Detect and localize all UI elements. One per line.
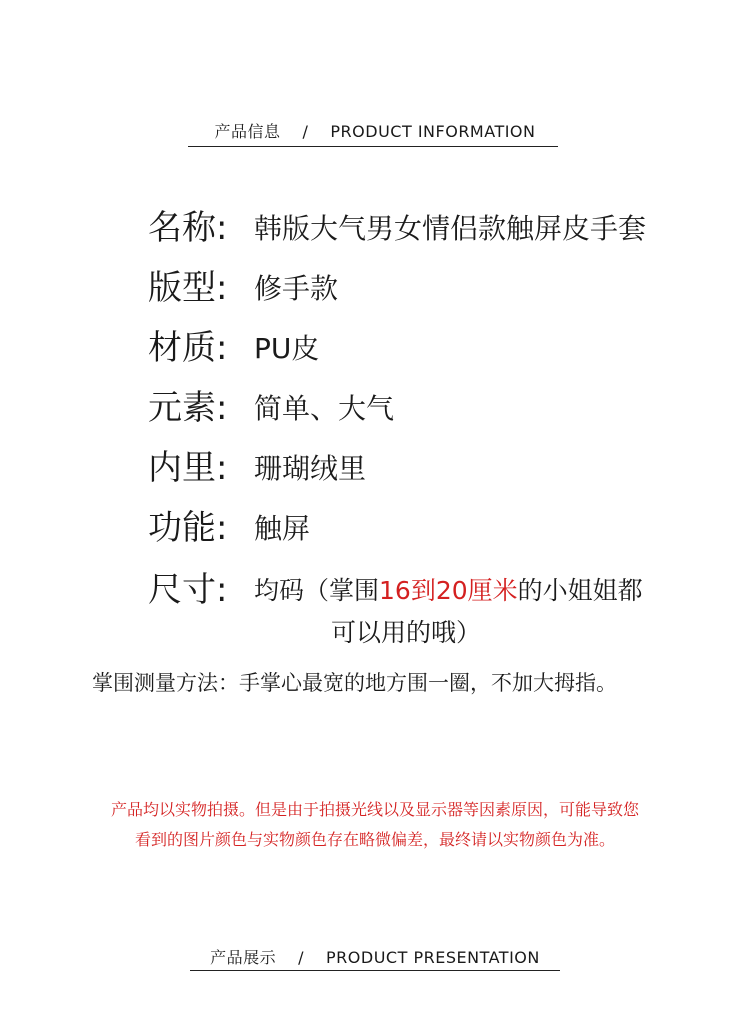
size-value-suffix: 的小姐姐都: [517, 576, 643, 605]
spec-label: 版型:: [148, 268, 228, 308]
product-info-title-en: PRODUCT INFORMATION: [330, 122, 536, 141]
spec-value: 珊瑚绒里: [254, 452, 367, 485]
product-presentation-header: [0, 945, 750, 968]
product-info-title-zh: 产品信息: [214, 122, 281, 141]
size-value-prefix: 均码（掌围: [254, 576, 380, 605]
size-value-line1: [254, 574, 643, 608]
product-presentation-title-en: PRODUCT PRESENTATION: [326, 948, 540, 967]
spec-value: 触屏: [254, 512, 311, 545]
spec-label: 内里:: [148, 448, 228, 488]
header-slash: /: [298, 948, 305, 967]
spec-label: 元素:: [148, 388, 228, 428]
product-presentation-underline: [190, 970, 560, 971]
notice-line-2: 看到的图片颜色与实物颜色存在略微偏差，最终请以实物颜色为准。: [134, 830, 615, 849]
spec-label: 功能:: [148, 508, 228, 548]
spec-label: 材质:: [148, 328, 228, 368]
header-slash: /: [302, 122, 309, 141]
spec-label: 尺寸:: [148, 570, 228, 610]
product-presentation-title-zh: 产品展示: [210, 948, 277, 967]
product-info-underline: [188, 146, 558, 147]
spec-value: 修手款: [254, 272, 339, 305]
spec-value: 简单、大气: [254, 392, 395, 425]
spec-value: 韩版大气男女情侣款触屏皮手套: [254, 212, 647, 245]
spec-label: 名称:: [148, 208, 228, 248]
measure-method-text: 掌围测量方法：手掌心最宽的地方围一圈，不加大拇指。: [92, 671, 617, 695]
size-value-line2: 可以用的哦）: [331, 618, 482, 647]
spec-value: PU皮: [254, 332, 320, 365]
product-info-header: [0, 119, 750, 142]
notice-line-1: 产品均以实物拍摄。但是由于拍摄光线以及显示器等因素原因，可能导致您: [110, 800, 639, 819]
size-value-highlight: 16到20厘米: [379, 576, 518, 605]
